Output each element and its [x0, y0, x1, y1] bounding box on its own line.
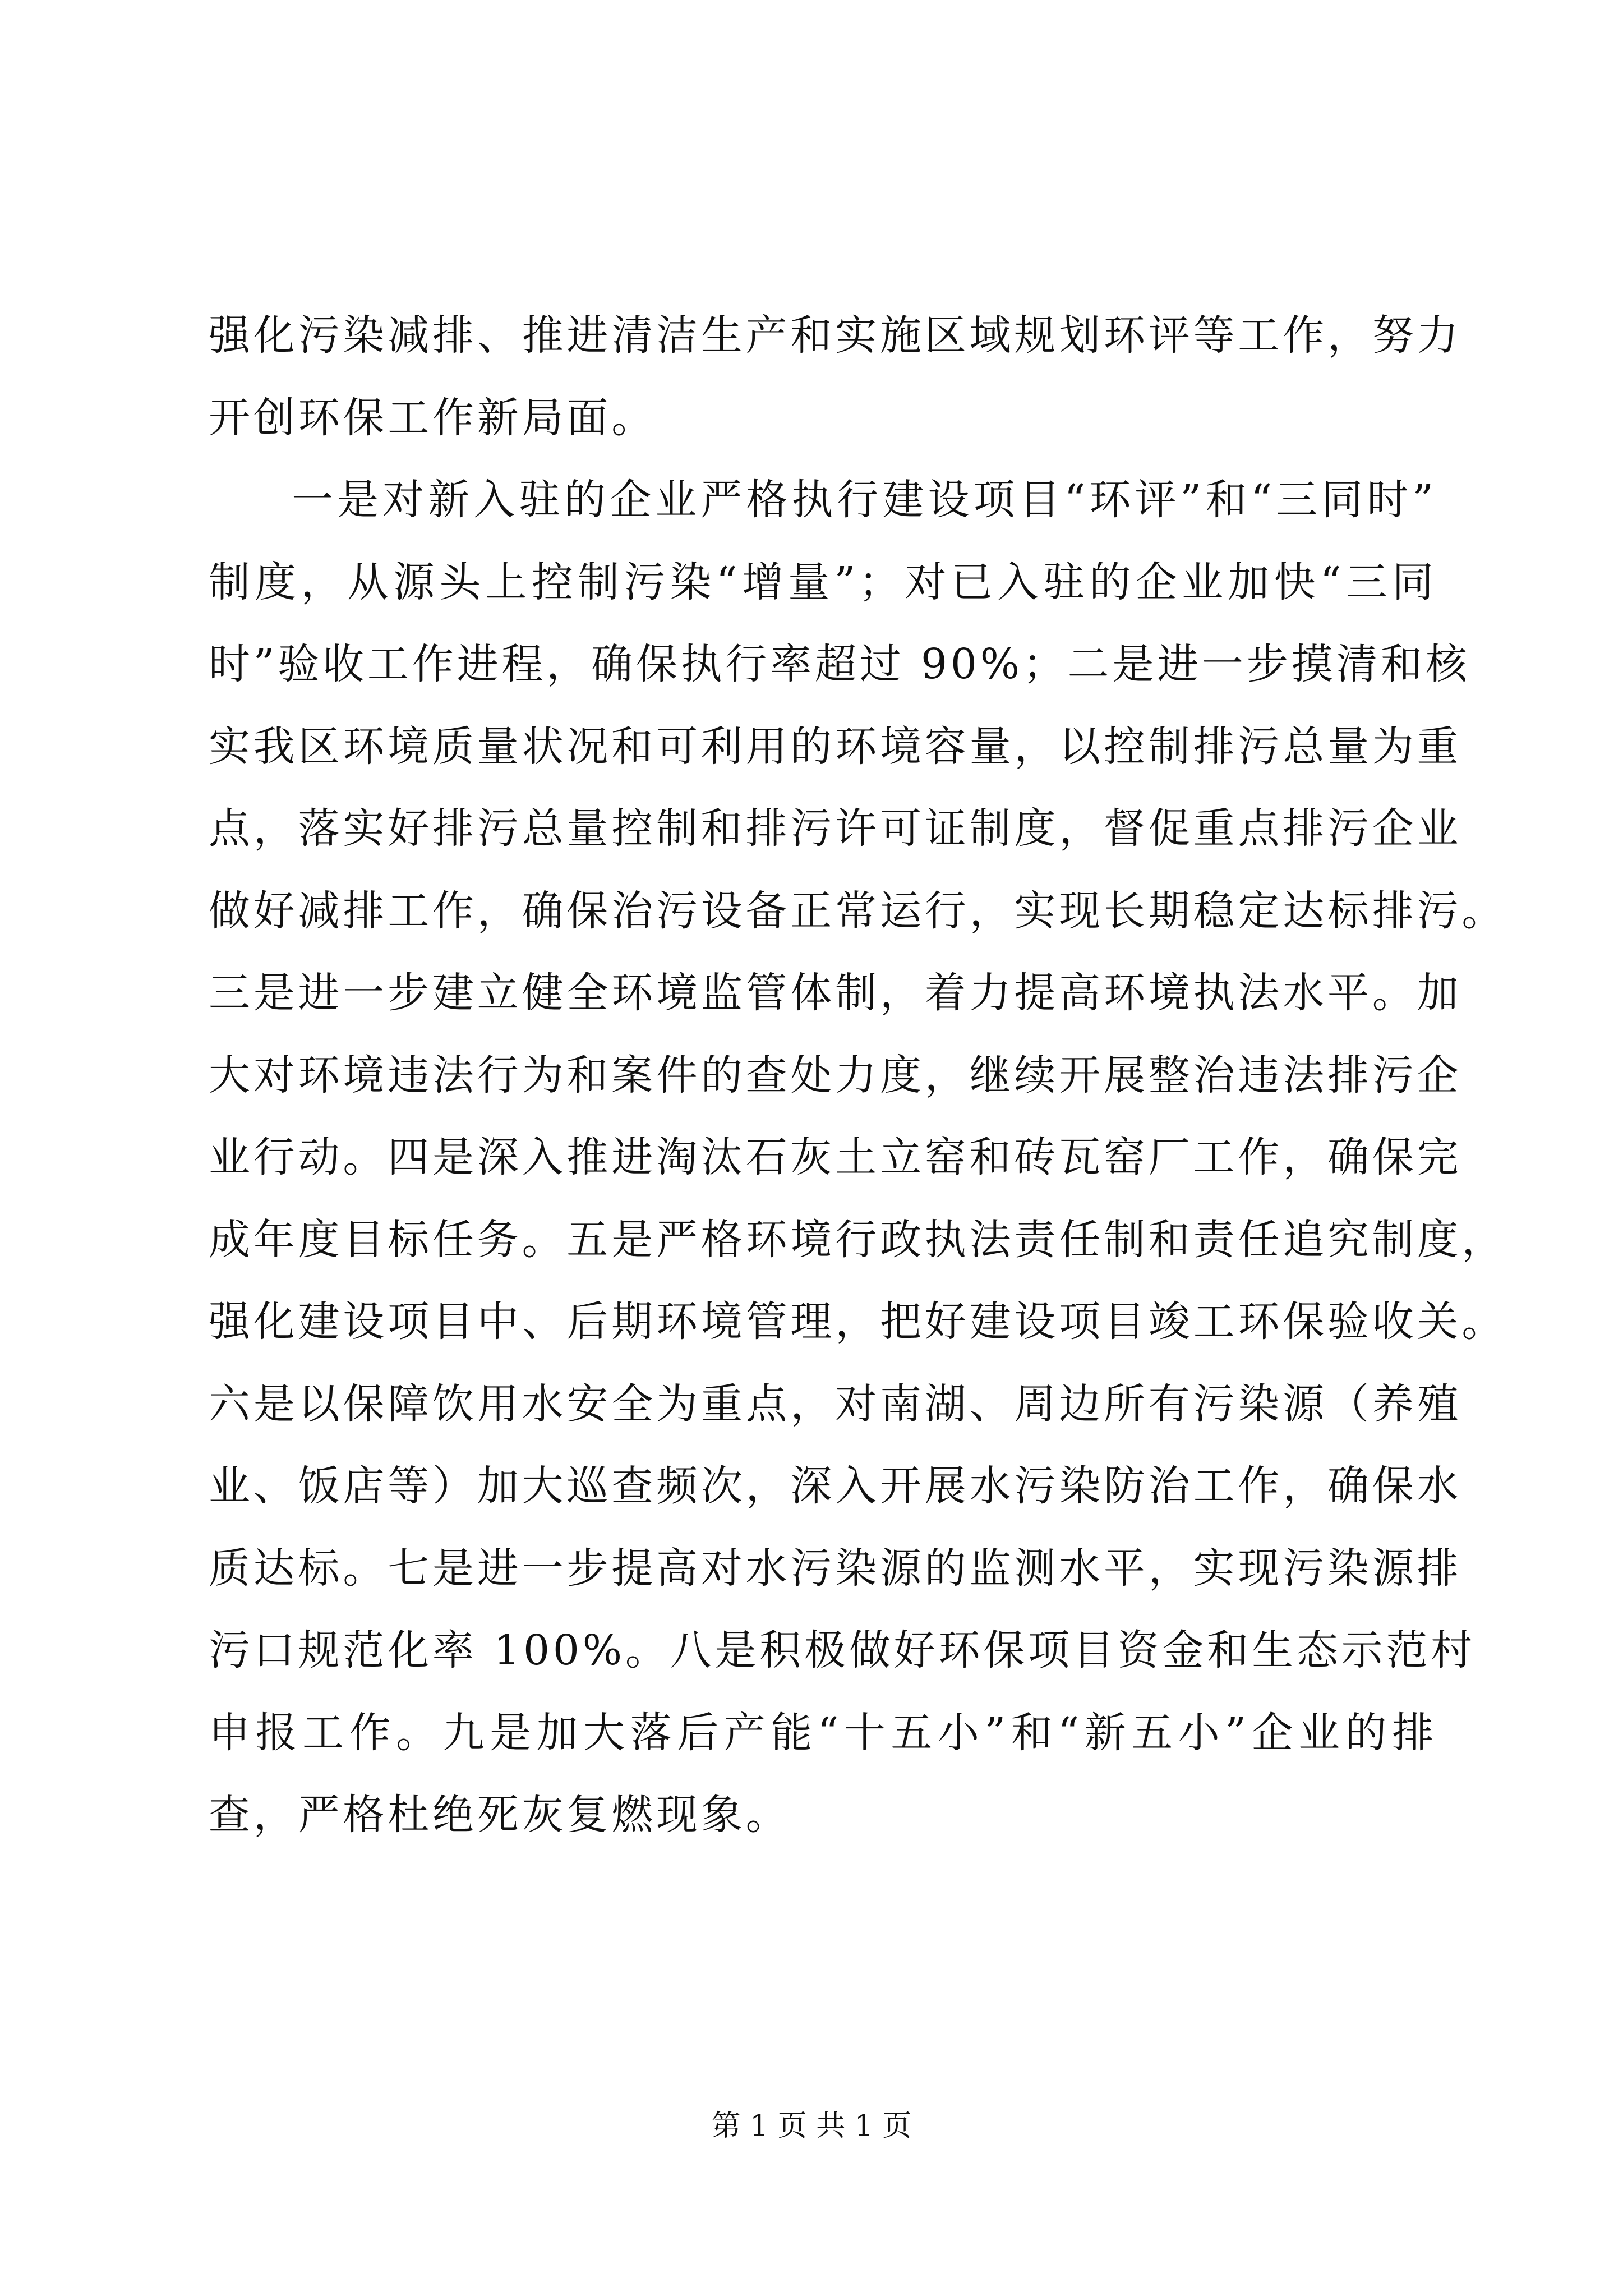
text-line: 开创环保工作新局面。	[209, 393, 656, 442]
document-body	[209, 295, 1507, 1856]
page-footer	[0, 2106, 1623, 2146]
text-line: 点，落实好排污总量控制和排污许可证制度，督促重点排污企业	[209, 804, 1462, 853]
text-line: 大对环境违法行为和案件的查处力度，继续开展整治违法排污企	[209, 1051, 1462, 1099]
text-line: 六是以保障饮用水安全为重点，对南湖、周边所有污染源（养殖	[209, 1379, 1462, 1428]
text-line: 制度，从源头上控制污染“增量”；对已入驻的企业加快“三同	[209, 558, 1437, 606]
text-line: 强化建设项目中、后期环境管理，把好建设项目竣工环保验收关。	[209, 1297, 1507, 1346]
text-line: 污口规范化率 100%。八是积极做好环保项目资金和生态示范村	[209, 1626, 1476, 1674]
text-line: 成年度目标任务。五是严格环境行政执法责任制和责任追究制度，	[209, 1215, 1507, 1264]
text-line: 查，严格杜绝死灰复燃现象。	[209, 1791, 791, 1839]
text-line: 强化污染减排、推进清洁生产和实施区域规划环评等工作，努力	[209, 311, 1462, 360]
text-line: 时”验收工作进程，确保执行率超过 90%；二是进一步摸清和核	[209, 640, 1470, 688]
text-line: 业行动。四是深入推进淘汰石灰土立窑和砖瓦窑厂工作，确保完	[209, 1133, 1462, 1181]
text-line: 业、饭店等）加大巡查频次，深入开展水污染防治工作，确保水	[209, 1462, 1462, 1510]
paragraph-measures	[209, 459, 1507, 1856]
text-line: 三是进一步建立健全环境监管体制，着力提高环境执法水平。加	[209, 969, 1462, 1017]
text-line: 一是对新入驻的企业严格执行建设项目“环评”和“三同时”	[292, 476, 1437, 524]
page-number-label: 第 1 页 共 1 页	[711, 2109, 912, 2143]
text-line: 做好减排工作，确保治污设备正常运行，实现长期稳定达标排污。	[209, 886, 1507, 935]
text-line: 申报工作。九是加大落后产能“十五小”和“新五小”企业的排	[209, 1708, 1437, 1757]
text-line: 质达标。七是进一步提高对水污染源的监测水平，实现污染源排	[209, 1544, 1462, 1593]
text-line: 实我区环境质量状况和可利用的环境容量，以控制排污总量为重	[209, 722, 1462, 771]
paragraph-intro	[209, 295, 1462, 459]
